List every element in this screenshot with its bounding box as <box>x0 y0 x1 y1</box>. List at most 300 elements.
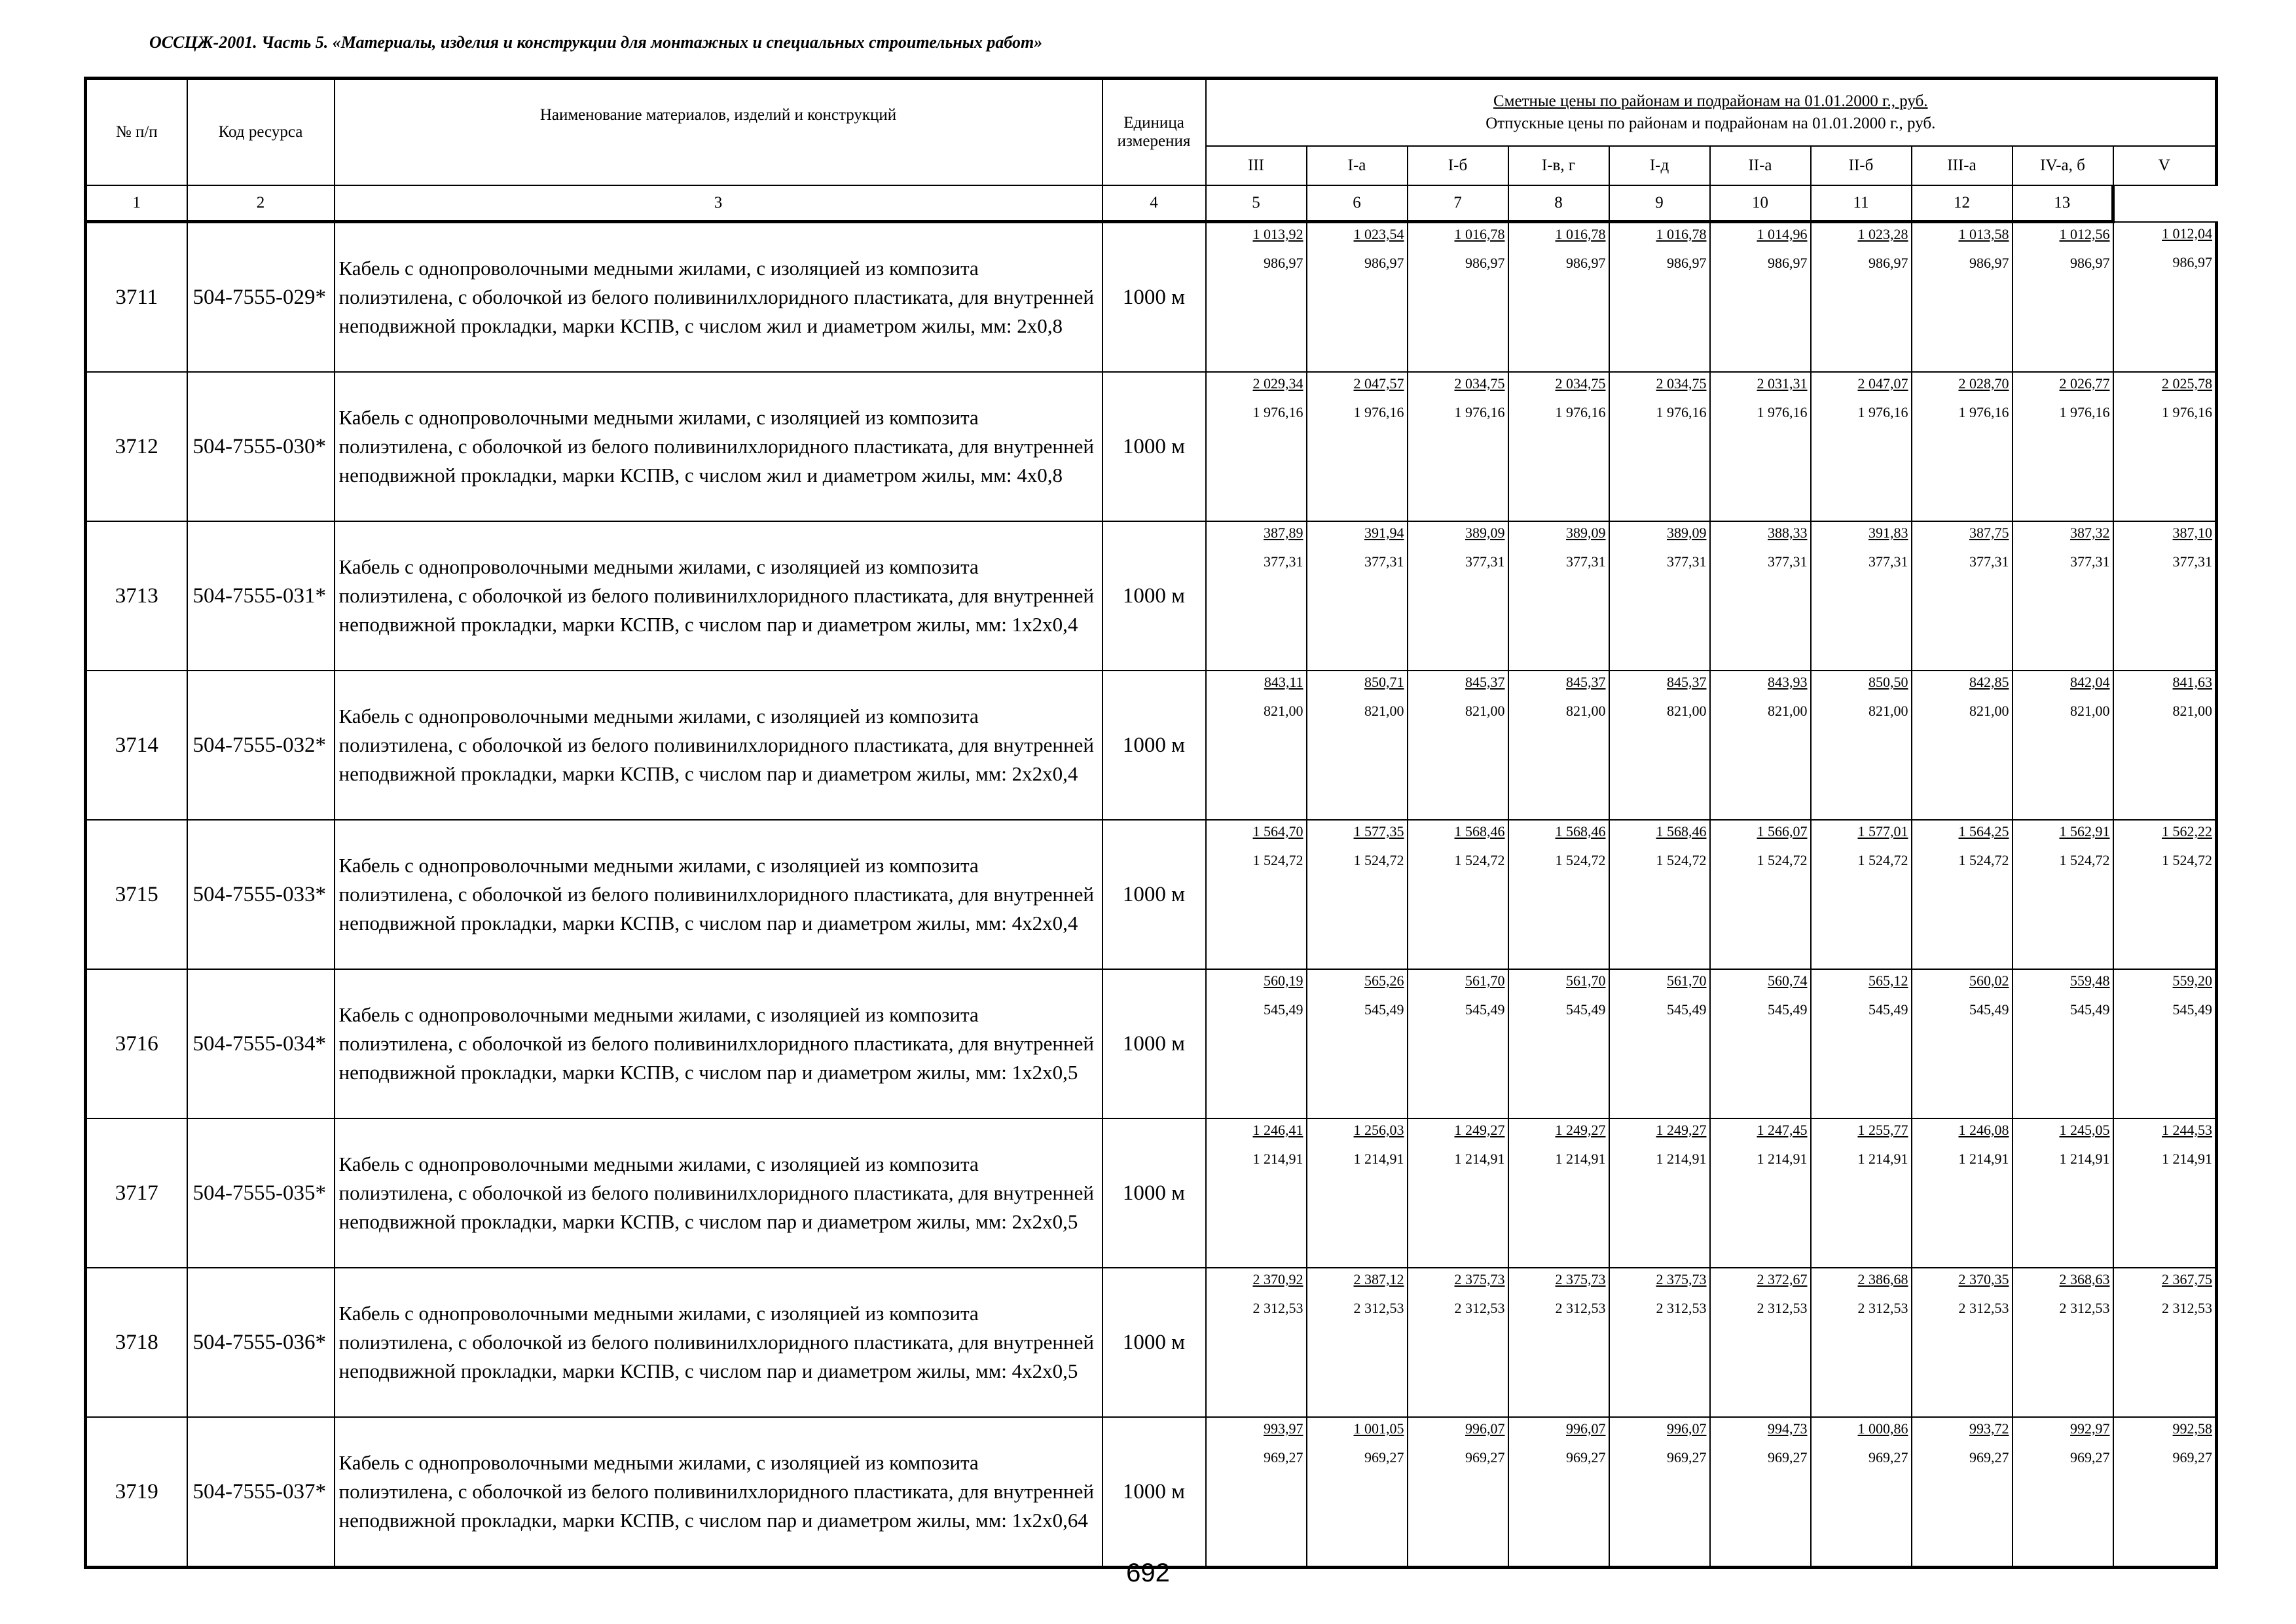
resource-code: 504-7555-029* <box>187 222 335 373</box>
release-price: 986,97 <box>1364 255 1404 271</box>
unit-cell: 1000 м <box>1102 1268 1206 1417</box>
resource-code: 504-7555-034* <box>187 969 335 1118</box>
price-cell <box>1508 372 1609 521</box>
column-number: 1 <box>86 185 187 222</box>
release-price: 377,31 <box>1969 553 2009 570</box>
estimate-price: 2 386,68 <box>1857 1271 1908 1287</box>
price-cell <box>1508 521 1609 671</box>
price-table-container <box>84 77 2216 1569</box>
release-price: 821,00 <box>1868 703 1908 719</box>
release-price: 2 312,53 <box>1757 1300 1808 1316</box>
unit-cell: 1000 м <box>1102 969 1206 1118</box>
release-price: 2 312,53 <box>1958 1300 2009 1316</box>
estimate-price: 1 564,25 <box>1958 823 2009 840</box>
price-cell <box>2113 671 2217 820</box>
price-cell <box>1508 1268 1609 1417</box>
price-cell <box>1912 521 2013 671</box>
release-price: 1 214,91 <box>1656 1151 1707 1167</box>
estimate-price: 561,70 <box>1566 972 1606 989</box>
price-cell <box>1710 671 1811 820</box>
estimate-price: 992,58 <box>2172 1420 2213 1437</box>
price-cell <box>2113 1417 2217 1568</box>
release-price: 2 312,53 <box>1656 1300 1707 1316</box>
estimate-price: 1 001,05 <box>1353 1420 1404 1437</box>
release-price: 1 976,16 <box>2059 404 2110 420</box>
header-prices-release: Отпускные цены по районам и подрайонам на 01.01.2000 г., руб. <box>1485 115 1936 132</box>
estimate-price: 1 023,28 <box>1857 226 1908 242</box>
estimate-price: 2 025,78 <box>2162 375 2213 392</box>
price-cell <box>1408 1118 1508 1268</box>
price-cell <box>1408 1417 1508 1568</box>
price-cell <box>1912 820 2013 969</box>
resource-code: 504-7555-031* <box>187 521 335 671</box>
estimate-price: 842,04 <box>2070 674 2110 690</box>
release-price: 1 976,16 <box>1656 404 1707 420</box>
estimate-price: 996,07 <box>1566 1420 1606 1437</box>
release-price: 377,31 <box>1364 553 1404 570</box>
row-index: 3718 <box>86 1268 187 1417</box>
estimate-price: 2 375,73 <box>1555 1271 1606 1287</box>
estimate-price: 2 028,70 <box>1958 375 2009 392</box>
price-cell <box>1710 372 1811 521</box>
estimate-price: 1 013,58 <box>1958 226 2009 242</box>
estimate-price: 1 568,46 <box>1656 823 1707 840</box>
estimate-price: 2 034,75 <box>1454 375 1505 392</box>
price-cell <box>1307 969 1408 1118</box>
price-cell <box>2113 969 2217 1118</box>
price-cell <box>1811 521 1912 671</box>
price-cell <box>1609 372 1710 521</box>
release-price: 1 214,91 <box>1857 1151 1908 1167</box>
price-cell <box>1206 1118 1307 1268</box>
estimate-price: 1 256,03 <box>1353 1122 1404 1138</box>
material-name: Кабель с однопроволочными медными жилами, с изоляцией из композита полиэтилена, с оболочкой из белого поливинилхлоридного пластиката, для внутренней неподвижной прокладки, марки КСПВ, с числом пар и диаметром жилы, мм: 2х2х0,4 <box>335 671 1102 820</box>
estimate-price: 1 244,53 <box>2162 1122 2213 1138</box>
price-cell <box>2113 372 2217 521</box>
header-prices-estimate: Сметные цены по районам и подрайонам на 01.01.2000 г., руб. <box>1493 92 1928 110</box>
release-price: 377,31 <box>1768 553 1808 570</box>
estimate-price: 1 249,27 <box>1454 1122 1505 1138</box>
release-price: 545,49 <box>2070 1001 2110 1018</box>
estimate-price: 2 047,57 <box>1353 375 1404 392</box>
estimate-price: 845,37 <box>1465 674 1505 690</box>
estimate-price: 2 034,75 <box>1656 375 1707 392</box>
estimate-price: 388,33 <box>1768 525 1808 541</box>
estimate-price: 1 249,27 <box>1656 1122 1707 1138</box>
price-cell <box>1206 820 1307 969</box>
price-cell <box>1912 222 2013 373</box>
material-name: Кабель с однопроволочными медными жилами, с изоляцией из композита полиэтилена, с оболочкой из белого поливинилхлоридного пластиката, для внутренней неподвижной прокладки, марки КСПВ, с числом пар и диаметром жилы, мм: 2х2х0,5 <box>335 1118 1102 1268</box>
release-price: 545,49 <box>1768 1001 1808 1018</box>
column-number: 11 <box>1811 185 1912 222</box>
price-cell <box>1408 1268 1508 1417</box>
row-index: 3717 <box>86 1118 187 1268</box>
material-name: Кабель с однопроволочными медными жилами, с изоляцией из композита полиэтилена, с оболочкой из белого поливинилхлоридного пластиката, для внутренней неподвижной прокладки, марки КСПВ, с числом жил и диаметром жилы, мм: 2х0,8 <box>335 222 1102 373</box>
header-prices <box>1206 79 2217 147</box>
row-index: 3714 <box>86 671 187 820</box>
estimate-price: 387,89 <box>1264 525 1303 541</box>
release-price: 2 312,53 <box>2059 1300 2110 1316</box>
release-price: 377,31 <box>1868 553 1908 570</box>
estimate-price: 2 034,75 <box>1555 375 1606 392</box>
price-cell <box>1710 1268 1811 1417</box>
price-cell <box>1811 372 1912 521</box>
price-cell <box>1912 1417 2013 1568</box>
estimate-price: 559,48 <box>2070 972 2110 989</box>
price-cell <box>1508 1417 1609 1568</box>
release-price: 986,97 <box>1969 255 2009 271</box>
price-cell <box>1710 222 1811 373</box>
column-number: 7 <box>1408 185 1508 222</box>
price-cell <box>1206 969 1307 1118</box>
estimate-price: 996,07 <box>1667 1420 1707 1437</box>
unit-cell: 1000 м <box>1102 521 1206 671</box>
material-name: Кабель с однопроволочными медными жилами, с изоляцией из композита полиэтилена, с оболочкой из белого поливинилхлоридного пластиката, для внутренней неподвижной прокладки, марки КСПВ, с числом пар и диаметром жилы, мм: 1х2х0,4 <box>335 521 1102 671</box>
release-price: 1 976,16 <box>1454 404 1505 420</box>
estimate-price: 1 568,46 <box>1555 823 1606 840</box>
estimate-price: 1 000,86 <box>1857 1420 1908 1437</box>
estimate-price: 1 016,78 <box>1656 226 1707 242</box>
release-price: 1 214,91 <box>1555 1151 1606 1167</box>
row-index: 3715 <box>86 820 187 969</box>
release-price: 969,27 <box>1465 1449 1505 1466</box>
release-price: 969,27 <box>2172 1449 2213 1466</box>
release-price: 821,00 <box>1364 703 1404 719</box>
price-cell <box>1206 521 1307 671</box>
price-cell <box>1508 222 1609 373</box>
estimate-price: 1 566,07 <box>1757 823 1808 840</box>
estimate-price: 560,02 <box>1969 972 2009 989</box>
column-number: 2 <box>187 185 335 222</box>
estimate-price: 389,09 <box>1566 525 1606 541</box>
release-price: 821,00 <box>2070 703 2110 719</box>
table-row <box>86 1417 2217 1568</box>
unit-cell: 1000 м <box>1102 1417 1206 1568</box>
estimate-price: 2 029,34 <box>1252 375 1303 392</box>
release-price: 1 976,16 <box>1252 404 1303 420</box>
estimate-price: 389,09 <box>1465 525 1505 541</box>
estimate-price: 2 031,31 <box>1757 375 1808 392</box>
price-cell <box>1307 222 1408 373</box>
estimate-price: 1 014,96 <box>1757 226 1808 242</box>
table-row <box>86 820 2217 969</box>
price-cell <box>1508 1118 1609 1268</box>
price-cell <box>1912 372 2013 521</box>
column-number: 12 <box>1912 185 2013 222</box>
release-price: 969,27 <box>1969 1449 2009 1466</box>
price-cell <box>2113 1268 2217 1417</box>
price-table <box>84 77 2218 1569</box>
release-price: 1 524,72 <box>1555 852 1606 868</box>
region-header: I-д <box>1609 146 1710 185</box>
release-price: 1 214,91 <box>1454 1151 1505 1167</box>
estimate-price: 1 249,27 <box>1555 1122 1606 1138</box>
estimate-price: 389,09 <box>1667 525 1707 541</box>
release-price: 1 976,16 <box>1555 404 1606 420</box>
table-row <box>86 1268 2217 1417</box>
release-price: 1 524,72 <box>2059 852 2110 868</box>
estimate-price: 992,97 <box>2070 1420 2110 1437</box>
row-index: 3716 <box>86 969 187 1118</box>
table-row <box>86 521 2217 671</box>
table-row <box>86 372 2217 521</box>
price-cell <box>2013 969 2113 1118</box>
release-price: 821,00 <box>2172 703 2213 719</box>
estimate-price: 1 012,56 <box>2059 226 2110 242</box>
estimate-price: 1 562,91 <box>2059 823 2110 840</box>
region-header: II-а <box>1710 146 1811 185</box>
release-price: 986,97 <box>1768 255 1808 271</box>
release-price: 969,27 <box>1667 1449 1707 1466</box>
estimate-price: 2 372,67 <box>1757 1271 1808 1287</box>
release-price: 821,00 <box>1566 703 1606 719</box>
release-price: 986,97 <box>1868 255 1908 271</box>
release-price: 1 214,91 <box>1252 1151 1303 1167</box>
unit-cell: 1000 м <box>1102 671 1206 820</box>
estimate-price: 845,37 <box>1566 674 1606 690</box>
estimate-price: 2 368,63 <box>2059 1271 2110 1287</box>
estimate-price: 1 568,46 <box>1454 823 1505 840</box>
price-cell <box>1710 969 1811 1118</box>
estimate-price: 2 367,75 <box>2162 1271 2213 1287</box>
price-cell <box>2113 222 2217 373</box>
row-index: 3711 <box>86 222 187 373</box>
price-cell <box>1811 1268 1912 1417</box>
estimate-price: 1 013,92 <box>1252 226 1303 242</box>
release-price: 1 524,72 <box>1353 852 1404 868</box>
header-unit: Единица измерения <box>1102 79 1206 186</box>
column-number: 8 <box>1508 185 1609 222</box>
column-number: 6 <box>1307 185 1408 222</box>
price-cell <box>1206 1268 1307 1417</box>
estimate-price: 1 562,22 <box>2162 823 2213 840</box>
price-cell <box>1609 1417 1710 1568</box>
region-header: I-а <box>1307 146 1408 185</box>
price-cell <box>1206 1417 1307 1568</box>
price-cell <box>1811 820 1912 969</box>
column-number: 9 <box>1609 185 1710 222</box>
column-number: 4 <box>1102 185 1206 222</box>
release-price: 1 214,91 <box>2059 1151 2110 1167</box>
price-cell <box>1609 521 1710 671</box>
estimate-price: 1 016,78 <box>1454 226 1505 242</box>
price-cell <box>2013 1268 2113 1417</box>
price-cell <box>1609 820 1710 969</box>
release-price: 377,31 <box>1264 553 1303 570</box>
table-row <box>86 222 2217 373</box>
estimate-price: 1 246,08 <box>1958 1122 2009 1138</box>
price-cell <box>1307 1118 1408 1268</box>
region-header: I-б <box>1408 146 1508 185</box>
release-price: 969,27 <box>1264 1449 1303 1466</box>
price-cell <box>1408 671 1508 820</box>
material-name: Кабель с однопроволочными медными жилами, с изоляцией из композита полиэтилена, с оболочкой из белого поливинилхлоридного пластиката, для внутренней неподвижной прокладки, марки КСПВ, с числом жил и диаметром жилы, мм: 4х0,8 <box>335 372 1102 521</box>
price-cell <box>1912 1118 2013 1268</box>
table-body <box>86 222 2217 1568</box>
column-number: 13 <box>2013 185 2113 222</box>
release-price: 2 312,53 <box>1353 1300 1404 1316</box>
release-price: 1 976,16 <box>1958 404 2009 420</box>
estimate-price: 993,97 <box>1264 1420 1303 1437</box>
price-cell <box>1307 1417 1408 1568</box>
region-header: IV-а, б <box>2013 146 2113 185</box>
release-price: 969,27 <box>1566 1449 1606 1466</box>
price-cell <box>1710 1118 1811 1268</box>
price-cell <box>1206 372 1307 521</box>
release-price: 1 214,91 <box>1958 1151 2009 1167</box>
price-cell <box>1811 969 1912 1118</box>
estimate-price: 2 375,73 <box>1656 1271 1707 1287</box>
resource-code: 504-7555-035* <box>187 1118 335 1268</box>
row-index: 3712 <box>86 372 187 521</box>
price-cell <box>1307 820 1408 969</box>
price-cell <box>1811 671 1912 820</box>
release-price: 969,27 <box>2070 1449 2110 1466</box>
unit-cell: 1000 м <box>1102 372 1206 521</box>
estimate-price: 391,83 <box>1868 525 1908 541</box>
table-row <box>86 969 2217 1118</box>
estimate-price: 2 370,35 <box>1958 1271 2009 1287</box>
estimate-price: 996,07 <box>1465 1420 1505 1437</box>
release-price: 545,49 <box>1868 1001 1908 1018</box>
price-cell <box>2013 1118 2113 1268</box>
price-cell <box>1508 969 1609 1118</box>
release-price: 821,00 <box>1969 703 2009 719</box>
price-cell <box>1307 671 1408 820</box>
release-price: 377,31 <box>1566 553 1606 570</box>
release-price: 986,97 <box>2070 255 2110 271</box>
release-price: 2 312,53 <box>1555 1300 1606 1316</box>
estimate-price: 850,50 <box>1868 674 1908 690</box>
resource-code: 504-7555-030* <box>187 372 335 521</box>
price-cell <box>1408 969 1508 1118</box>
release-price: 545,49 <box>1465 1001 1505 1018</box>
column-number: 10 <box>1710 185 1811 222</box>
region-header: III-а <box>1912 146 2013 185</box>
release-price: 1 976,16 <box>1857 404 1908 420</box>
price-cell <box>2013 372 2113 521</box>
release-price: 821,00 <box>1768 703 1808 719</box>
estimate-price: 2 370,92 <box>1252 1271 1303 1287</box>
price-cell <box>2113 521 2217 671</box>
estimate-price: 1 247,45 <box>1757 1122 1808 1138</box>
release-price: 1 524,72 <box>1454 852 1505 868</box>
price-cell <box>1307 521 1408 671</box>
document-header: ОССЦЖ-2001. Часть 5. «Материалы, изделия и конструкции для монтажных и специальных строительных работ» <box>149 33 1043 52</box>
estimate-price: 559,20 <box>2172 972 2213 989</box>
release-price: 377,31 <box>2172 553 2213 570</box>
table-header <box>86 79 2217 222</box>
resource-code: 504-7555-032* <box>187 671 335 820</box>
release-price: 545,49 <box>1264 1001 1303 1018</box>
release-price: 1 976,16 <box>1353 404 1404 420</box>
estimate-price: 387,75 <box>1969 525 2009 541</box>
region-header: III <box>1206 146 1307 185</box>
price-cell <box>2013 820 2113 969</box>
price-cell <box>2013 1417 2113 1568</box>
release-price: 986,97 <box>1566 255 1606 271</box>
estimate-price: 387,32 <box>2070 525 2110 541</box>
estimate-price: 565,26 <box>1364 972 1404 989</box>
release-price: 545,49 <box>1667 1001 1707 1018</box>
estimate-price: 387,10 <box>2172 525 2213 541</box>
release-price: 377,31 <box>2070 553 2110 570</box>
price-cell <box>1307 1268 1408 1417</box>
release-price: 1 524,72 <box>1958 852 2009 868</box>
price-cell <box>1811 1417 1912 1568</box>
estimate-price: 2 047,07 <box>1857 375 1908 392</box>
price-cell <box>1206 671 1307 820</box>
column-number-row <box>86 185 2217 222</box>
estimate-price: 994,73 <box>1768 1420 1808 1437</box>
estimate-price: 1 577,35 <box>1353 823 1404 840</box>
release-price: 821,00 <box>1667 703 1707 719</box>
release-price: 2 312,53 <box>1454 1300 1505 1316</box>
release-price: 2 312,53 <box>1857 1300 1908 1316</box>
row-index: 3713 <box>86 521 187 671</box>
price-cell <box>1710 1417 1811 1568</box>
release-price: 377,31 <box>1465 553 1505 570</box>
estimate-price: 2 026,77 <box>2059 375 2110 392</box>
estimate-price: 993,72 <box>1969 1420 2009 1437</box>
price-cell <box>1408 222 1508 373</box>
release-price: 986,97 <box>1264 255 1303 271</box>
price-cell <box>1710 521 1811 671</box>
estimate-price: 1 246,41 <box>1252 1122 1303 1138</box>
release-price: 1 524,72 <box>1857 852 1908 868</box>
column-number: 5 <box>1206 185 1307 222</box>
price-cell <box>1508 820 1609 969</box>
price-cell <box>1912 969 2013 1118</box>
price-cell <box>2013 222 2113 373</box>
release-price: 545,49 <box>1969 1001 2009 1018</box>
page-number: 692 <box>1126 1559 1170 1587</box>
release-price: 1 524,72 <box>1757 852 1808 868</box>
estimate-price: 1 012,04 <box>2162 225 2213 242</box>
price-cell <box>1609 1118 1710 1268</box>
release-price: 969,27 <box>1868 1449 1908 1466</box>
release-price: 986,97 <box>1667 255 1707 271</box>
row-index: 3719 <box>86 1417 187 1568</box>
estimate-price: 842,85 <box>1969 674 2009 690</box>
release-price: 545,49 <box>1566 1001 1606 1018</box>
price-cell <box>2113 1118 2217 1268</box>
release-price: 821,00 <box>1264 703 1303 719</box>
header-name: Наименование материалов, изделий и конструкций <box>335 79 1102 186</box>
estimate-price: 565,12 <box>1868 972 1908 989</box>
table-row <box>86 1118 2217 1268</box>
estimate-price: 2 375,73 <box>1454 1271 1505 1287</box>
unit-cell: 1000 м <box>1102 820 1206 969</box>
estimate-price: 1 016,78 <box>1555 226 1606 242</box>
price-cell <box>1206 222 1307 373</box>
header-index: № п/п <box>86 79 187 186</box>
region-header: V <box>2113 146 2217 185</box>
material-name: Кабель с однопроволочными медными жилами, с изоляцией из композита полиэтилена, с оболочкой из белого поливинилхлоридного пластиката, для внутренней неподвижной прокладки, марки КСПВ, с числом пар и диаметром жилы, мм: 4х2х0,4 <box>335 820 1102 969</box>
unit-cell: 1000 м <box>1102 222 1206 373</box>
price-cell <box>1811 1118 1912 1268</box>
resource-code: 504-7555-036* <box>187 1268 335 1417</box>
estimate-price: 1 023,54 <box>1353 226 1404 242</box>
release-price: 969,27 <box>1364 1449 1404 1466</box>
release-price: 1 214,91 <box>1353 1151 1404 1167</box>
estimate-price: 841,63 <box>2172 674 2213 690</box>
estimate-price: 561,70 <box>1465 972 1505 989</box>
release-price: 2 312,53 <box>1252 1300 1303 1316</box>
material-name: Кабель с однопроволочными медными жилами, с изоляцией из композита полиэтилена, с оболочкой из белого поливинилхлоридного пластиката, для внутренней неподвижной прокладки, марки КСПВ, с числом пар и диаметром жилы, мм: 1х2х0,64 <box>335 1417 1102 1568</box>
table-row <box>86 671 2217 820</box>
material-name: Кабель с однопроволочными медными жилами, с изоляцией из композита полиэтилена, с оболочкой из белого поливинилхлоридного пластиката, для внутренней неподвижной прокладки, марки КСПВ, с числом пар и диаметром жилы, мм: 1х2х0,5 <box>335 969 1102 1118</box>
